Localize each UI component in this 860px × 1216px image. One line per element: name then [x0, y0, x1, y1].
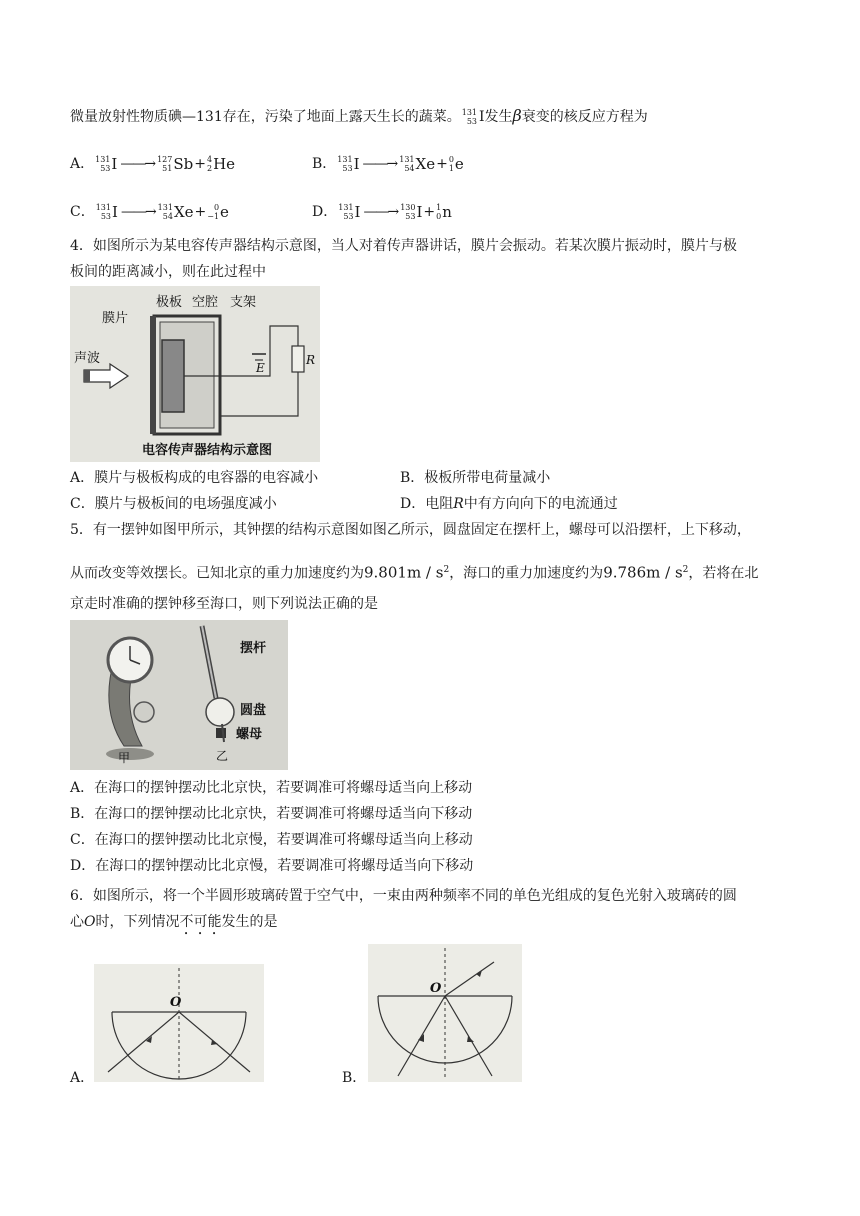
label-frame: 支架 — [230, 295, 257, 310]
beta-symbol: β — [512, 106, 522, 125]
q5-stem-line3: 京走时准确的摆钟移至海口，则下列说法正确的是 — [70, 596, 378, 612]
q3-option-a: A． 131 53 I ——→ 127 51 Sb+ 4 2 He — [70, 155, 236, 173]
emphasis-text: 不可能 — [179, 914, 222, 930]
q5-option-b: B．在海口的摆钟摆动比北京快，若要调准可将螺母适当向下移动 — [70, 806, 473, 822]
q3-option-b: B． 131 53 I ——→ 131 54 Xe+ 0 1 e — [312, 155, 464, 173]
pendulum-disk — [206, 698, 234, 726]
reaction-arrow-icon: ——→ — [362, 156, 397, 172]
q4-stem-line1: 4．如图所示为某电容传声器结构示意图，当人对着传声器讲话，膜片会振动。若某次膜片振动时，膜片与极 — [70, 238, 737, 254]
q6-option-a-label: A． — [70, 1070, 95, 1086]
reaction-arrow-icon: ——→ — [120, 204, 155, 220]
film — [150, 316, 156, 434]
label-film: 膜片 — [102, 311, 129, 326]
q6-figure-b — [368, 944, 522, 1082]
plate — [162, 340, 184, 412]
q4-option-a: A．膜片与极板构成的电容器的电容减小 — [70, 470, 319, 486]
q4-stem-line2: 板间的距离减小，则在此过程中 — [70, 264, 266, 280]
pendulum-clock-diagram — [70, 620, 288, 770]
q4-figure — [70, 286, 320, 462]
q4-option-c: C．膜片与极板间的电场强度减小 — [70, 496, 277, 512]
reaction-arrow-icon: ——→ — [363, 204, 398, 220]
q5-figure — [70, 620, 288, 770]
label-O-b: O — [430, 981, 442, 996]
reaction-arrow-icon: ——→ — [120, 156, 155, 172]
q3-stem-end: 衰变的核反应方程为 — [521, 109, 648, 125]
iodine-nuclide: 131 53 — [461, 108, 478, 126]
label-yi: 乙 — [216, 749, 229, 763]
pendulum-nut — [216, 728, 226, 738]
q3-stem-text: 微量放射性物质碘—131存在，污染了地面上露天生长的蔬菜。 — [70, 109, 461, 125]
q5-stem-line2: 从而改变等效摆长。已知北京的重力加速度约为$9.801m / s^2$，海口的重力加速度约为$9.786m / s^2$，若将在北 — [70, 563, 759, 582]
label-disk: 圆盘 — [240, 703, 267, 718]
q3-stem — [70, 106, 648, 127]
label-E: E — [256, 361, 265, 375]
q6-option-b-label: B． — [342, 1070, 367, 1086]
label-wave: 声波 — [74, 351, 101, 366]
q5-option-c: C．在海口的摆钟摆动比北京慢，若要调准可将螺母适当向上移动 — [70, 832, 473, 848]
label-cavity: 空腔 — [192, 295, 219, 310]
label-O-a: O — [170, 995, 182, 1010]
q4-option-b: B．极板所带电荷量减小 — [400, 470, 551, 486]
label-jia: 甲 — [118, 751, 131, 765]
q6-stem-line1: 6．如图所示，将一个半圆形玻璃砖置于空气中，一束由两种频率不同的单色光组成的复色光射入玻璃砖的圆 — [70, 888, 737, 904]
q6-stem-line2: 心O时，下列情况不可能发生的是 — [70, 914, 278, 930]
label-R: R — [306, 353, 316, 367]
resistor — [292, 346, 304, 372]
label-rod: 摆杆 — [240, 641, 267, 656]
label-plate: 极板 — [156, 295, 183, 310]
fig-caption: 电容传声器结构示意图 — [142, 443, 273, 458]
capacitor-mic-diagram — [70, 286, 320, 462]
q6-figure-a — [94, 964, 264, 1082]
label-nut: 螺母 — [236, 727, 263, 742]
q3-option-c: C． 131 53 I ——→ 131 54 Xe+ 0 −1 e — [70, 203, 229, 221]
q5-option-a: A．在海口的摆钟摆动比北京快，若要调准可将螺母适当向上移动 — [70, 780, 473, 796]
q3-stem-suffix: I发生 — [479, 109, 513, 125]
q3-option-d: D． 131 53 I ——→ 130 53 I+ 1 0 n — [312, 203, 452, 221]
q5-option-d: D．在海口的摆钟摆动比北京慢，若要调准可将螺母适当向下移动 — [70, 858, 474, 874]
q5-stem-line1: 5．有一摆钟如图甲所示，其钟摆的结构示意图如图乙所示，圆盘固定在摆杆上，螺母可以沿摆杆，上下移动， — [70, 522, 751, 538]
q4-option-d: D．电阻R中有方向向下的电流通过 — [400, 496, 618, 512]
